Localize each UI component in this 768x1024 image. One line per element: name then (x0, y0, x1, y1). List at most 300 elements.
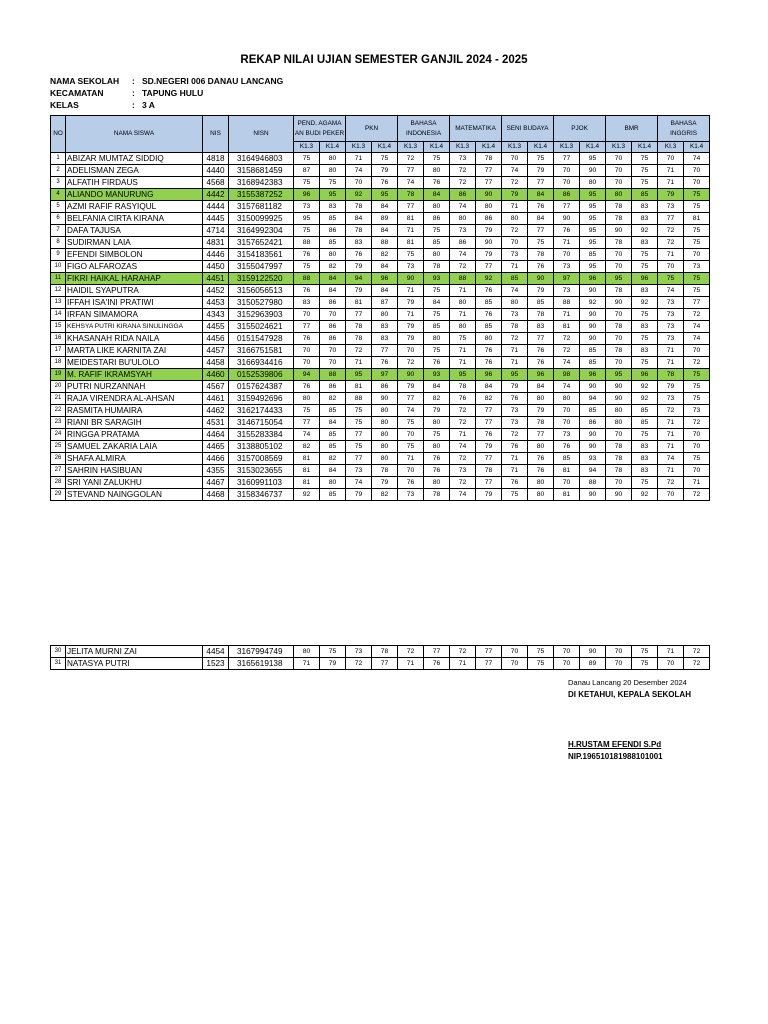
score-cell: 75 (632, 152, 658, 164)
score-cell: 85 (580, 344, 606, 356)
score-cell: 75 (294, 404, 320, 416)
score-cell: 75 (632, 646, 658, 658)
score-cell: 73 (398, 260, 424, 272)
score-cell: 72 (684, 488, 710, 500)
score-cell: 77 (476, 260, 502, 272)
score-cell: 83 (528, 320, 554, 332)
score-cell: 75 (632, 248, 658, 260)
score-cell: 74 (450, 440, 476, 452)
score-cell: 70 (606, 248, 632, 260)
score-cell: 75 (684, 236, 710, 248)
student-name: RIANI BR SARAGIH (66, 416, 203, 428)
score-cell: 70 (554, 176, 580, 188)
student-nis: 4452 (203, 284, 229, 296)
score-cell: 72 (450, 164, 476, 176)
score-cell: 75 (424, 308, 450, 320)
header-sub: K1.3 (398, 142, 424, 153)
score-cell: 74 (684, 332, 710, 344)
score-cell: 70 (554, 476, 580, 488)
score-cell: 75 (684, 272, 710, 284)
score-cell: 70 (684, 428, 710, 440)
score-cell: 79 (476, 488, 502, 500)
score-cell: 72 (658, 236, 684, 248)
score-cell: 72 (346, 344, 372, 356)
score-cell: 76 (502, 392, 528, 404)
header-sub: K1.4 (372, 142, 398, 153)
score-cell: 75 (684, 224, 710, 236)
score-cell: 83 (632, 284, 658, 296)
table-row (51, 320, 710, 332)
score-cell: 76 (346, 248, 372, 260)
score-cell: 72 (502, 176, 528, 188)
student-name: BELFANIA CIRTA KIRANA (66, 212, 203, 224)
student-nis: 4343 (203, 308, 229, 320)
student-nis: 1523 (203, 658, 229, 670)
score-cell: 80 (450, 212, 476, 224)
score-cell: 83 (632, 200, 658, 212)
score-cell: 76 (502, 440, 528, 452)
student-nisn: 3155024621 (229, 320, 294, 332)
info-value: SD.NEGERI 006 DANAU LANCANG (142, 76, 284, 86)
score-cell: 95 (580, 212, 606, 224)
student-nisn: 3159122520 (229, 272, 294, 284)
score-cell: 79 (476, 224, 502, 236)
score-cell: 71 (658, 416, 684, 428)
score-cell: 86 (450, 188, 476, 200)
score-cell: 71 (684, 476, 710, 488)
info-label: KELAS (50, 100, 79, 110)
acknowledged-label: DI KETAHUI, KEPALA SEKOLAH (568, 690, 691, 699)
student-nis: 4568 (203, 176, 229, 188)
student-nis: 4818 (203, 152, 229, 164)
score-cell: 73 (346, 646, 372, 658)
score-cell: 86 (580, 416, 606, 428)
score-cell: 90 (554, 212, 580, 224)
score-cell: 80 (372, 428, 398, 440)
score-cell: 93 (580, 452, 606, 464)
student-name: EFENDI SIMBOLON (66, 248, 203, 260)
score-cell: 70 (606, 164, 632, 176)
student-nisn: 3146715054 (229, 416, 294, 428)
score-cell: 88 (372, 236, 398, 248)
score-cell: 75 (684, 368, 710, 380)
student-nisn: 0152539806 (229, 368, 294, 380)
score-cell: 86 (320, 380, 346, 392)
score-cell: 79 (398, 320, 424, 332)
table-row (51, 356, 710, 368)
score-cell: 95 (372, 188, 398, 200)
row-no: 31 (51, 658, 66, 670)
score-cell: 80 (372, 404, 398, 416)
score-cell: 70 (320, 308, 346, 320)
score-cell: 76 (476, 344, 502, 356)
info-value: 3 A (142, 100, 155, 110)
score-cell: 77 (398, 200, 424, 212)
score-cell: 82 (294, 440, 320, 452)
score-cell: 74 (398, 404, 424, 416)
score-cell: 79 (476, 440, 502, 452)
row-no: 28 (51, 476, 66, 488)
score-cell: 88 (294, 236, 320, 248)
score-cell: 70 (294, 356, 320, 368)
score-cell: 90 (372, 392, 398, 404)
score-cell: 72 (658, 224, 684, 236)
score-cell: 76 (294, 248, 320, 260)
student-name: FIKRI HAIKAL HARAHAP (66, 272, 203, 284)
score-cell: 86 (450, 236, 476, 248)
table-row (51, 188, 710, 200)
score-cell: 70 (658, 658, 684, 670)
score-cell: 85 (320, 212, 346, 224)
student-nisn: 3166934416 (229, 356, 294, 368)
score-cell: 79 (528, 404, 554, 416)
score-cell: 78 (346, 200, 372, 212)
score-cell: 82 (372, 248, 398, 260)
score-cell: 84 (424, 296, 450, 308)
score-cell: 73 (502, 248, 528, 260)
score-cell: 80 (424, 200, 450, 212)
score-cell: 76 (294, 380, 320, 392)
score-cell: 83 (346, 236, 372, 248)
score-cell: 79 (528, 284, 554, 296)
score-cell: 76 (528, 452, 554, 464)
score-cell: 90 (606, 380, 632, 392)
score-cell: 71 (450, 308, 476, 320)
student-nisn: 3153023655 (229, 464, 294, 476)
score-cell: 75 (294, 224, 320, 236)
score-cell: 71 (658, 428, 684, 440)
score-cell: 72 (658, 476, 684, 488)
score-cell: 84 (320, 464, 346, 476)
student-nis: 4446 (203, 248, 229, 260)
header-name: NAMA SISWA (66, 116, 203, 153)
principal-nip: NIP.196510181988101001 (568, 752, 663, 761)
score-cell: 71 (450, 356, 476, 368)
score-cell: 76 (398, 476, 424, 488)
score-cell: 87 (372, 296, 398, 308)
student-name: ADELISMAN ZEGA (66, 164, 203, 176)
score-cell: 78 (346, 320, 372, 332)
table-row (51, 248, 710, 260)
score-cell: 75 (684, 284, 710, 296)
score-cell: 92 (294, 488, 320, 500)
score-cell: 90 (580, 488, 606, 500)
score-cell: 80 (502, 296, 528, 308)
score-cell: 83 (294, 296, 320, 308)
score-cell: 75 (684, 452, 710, 464)
score-cell: 73 (658, 392, 684, 404)
student-name: RASMITA HUMAIRA (66, 404, 203, 416)
student-nis: 4445 (203, 212, 229, 224)
score-cell: 88 (554, 296, 580, 308)
score-cell: 79 (528, 164, 554, 176)
table-row (51, 176, 710, 188)
student-nis: 4451 (203, 272, 229, 284)
score-cell: 75 (424, 152, 450, 164)
score-cell: 75 (684, 392, 710, 404)
score-cell: 90 (580, 646, 606, 658)
score-cell: 75 (528, 658, 554, 670)
score-cell: 80 (450, 296, 476, 308)
score-cell: 85 (580, 356, 606, 368)
score-cell: 79 (658, 188, 684, 200)
student-nisn: 3165619138 (229, 658, 294, 670)
score-cell: 83 (632, 212, 658, 224)
table-row (51, 368, 710, 380)
score-cell: 70 (502, 236, 528, 248)
score-cell: 75 (320, 646, 346, 658)
student-nis: 4462 (203, 404, 229, 416)
row-no: 23 (51, 416, 66, 428)
score-cell: 90 (580, 320, 606, 332)
info-label: NAMA SEKOLAH (50, 76, 120, 86)
score-cell: 73 (554, 284, 580, 296)
score-cell: 80 (372, 440, 398, 452)
header-sub: K1.4 (684, 142, 710, 153)
student-nisn: 3156056513 (229, 284, 294, 296)
score-cell: 89 (580, 658, 606, 670)
student-name: SHAFA ALMIRA (66, 452, 203, 464)
score-cell: 79 (476, 248, 502, 260)
score-cell: 74 (502, 284, 528, 296)
score-cell: 85 (554, 452, 580, 464)
student-nisn: 3158681459 (229, 164, 294, 176)
score-cell: 80 (606, 404, 632, 416)
score-cell: 80 (554, 392, 580, 404)
student-name: NATASYA PUTRI (66, 658, 203, 670)
score-cell: 78 (658, 368, 684, 380)
score-cell: 80 (424, 416, 450, 428)
student-nis: 4460 (203, 368, 229, 380)
score-cell: 80 (528, 440, 554, 452)
score-cell: 76 (554, 440, 580, 452)
score-cell: 76 (502, 476, 528, 488)
score-cell: 92 (476, 272, 502, 284)
score-cell: 84 (320, 416, 346, 428)
score-cell: 76 (424, 464, 450, 476)
score-cell: 73 (658, 308, 684, 320)
score-cell: 75 (632, 332, 658, 344)
score-cell: 79 (424, 404, 450, 416)
score-cell: 77 (528, 332, 554, 344)
row-no: 16 (51, 332, 66, 344)
student-nis: 4454 (203, 646, 229, 658)
score-cell: 92 (632, 380, 658, 392)
score-cell: 76 (476, 428, 502, 440)
score-cell: 72 (398, 646, 424, 658)
header-nisn: NISN (229, 116, 294, 153)
student-name: IRFAN SIMAMORA (66, 308, 203, 320)
row-no: 20 (51, 380, 66, 392)
score-cell: 72 (450, 452, 476, 464)
score-cell: 72 (684, 308, 710, 320)
score-cell: 78 (424, 260, 450, 272)
score-cell: 71 (398, 284, 424, 296)
score-cell: 75 (528, 236, 554, 248)
score-cell: 83 (632, 320, 658, 332)
score-cell: 74 (346, 476, 372, 488)
score-cell: 74 (450, 248, 476, 260)
score-cell: 78 (528, 416, 554, 428)
score-cell: 75 (632, 658, 658, 670)
score-cell: 95 (450, 368, 476, 380)
score-cell: 77 (528, 176, 554, 188)
score-cell: 82 (424, 392, 450, 404)
student-nis: 4442 (203, 188, 229, 200)
score-cell: 82 (372, 488, 398, 500)
score-cell: 86 (320, 332, 346, 344)
score-cell: 75 (632, 308, 658, 320)
score-cell: 82 (320, 260, 346, 272)
score-cell: 77 (398, 164, 424, 176)
score-cell: 90 (580, 428, 606, 440)
score-cell: 77 (476, 476, 502, 488)
header-sub: K1.3 (502, 142, 528, 153)
score-cell: 71 (398, 224, 424, 236)
table-row (51, 260, 710, 272)
score-cell: 85 (502, 272, 528, 284)
student-nisn: 3157652421 (229, 236, 294, 248)
score-cell: 95 (580, 260, 606, 272)
row-no: 26 (51, 452, 66, 464)
student-name: STEVAND NAINGGOLAN (66, 488, 203, 500)
student-name: M. RAFIF IKRAMSYAH (66, 368, 203, 380)
score-cell: 81 (398, 212, 424, 224)
score-cell: 71 (450, 284, 476, 296)
score-cell: 92 (632, 488, 658, 500)
student-nis: 4567 (203, 380, 229, 392)
header-sub: K1.3 (450, 142, 476, 153)
table-row (51, 284, 710, 296)
score-cell: 85 (320, 236, 346, 248)
score-cell: 90 (398, 272, 424, 284)
student-nis: 4464 (203, 428, 229, 440)
row-no: 14 (51, 308, 66, 320)
student-nis: 4456 (203, 332, 229, 344)
student-nis: 4457 (203, 344, 229, 356)
score-cell: 75 (346, 440, 372, 452)
score-cell: 82 (476, 392, 502, 404)
student-name: KEHSYA PUTRI KIRANA SINULINGGA (66, 320, 203, 332)
student-name: MARTA LIKE KARNITA ZAI (66, 344, 203, 356)
score-cell: 72 (502, 428, 528, 440)
score-cell: 85 (632, 416, 658, 428)
row-no: 8 (51, 236, 66, 248)
score-cell: 97 (554, 272, 580, 284)
student-nis: 4444 (203, 200, 229, 212)
score-cell: 70 (606, 356, 632, 368)
score-cell: 70 (658, 260, 684, 272)
score-cell: 72 (450, 404, 476, 416)
student-nis: 4468 (203, 488, 229, 500)
score-cell: 70 (684, 440, 710, 452)
score-cell: 75 (450, 332, 476, 344)
report-title: REKAP NILAI UJIAN SEMESTER GANJIL 2024 - 2025 (240, 54, 528, 66)
score-cell: 90 (528, 272, 554, 284)
table-row (51, 236, 710, 248)
student-nisn: 3168942383 (229, 176, 294, 188)
score-cell: 88 (320, 368, 346, 380)
score-cell: 76 (528, 464, 554, 476)
score-cell: 71 (450, 658, 476, 670)
score-cell: 76 (450, 392, 476, 404)
score-cell: 73 (658, 332, 684, 344)
score-cell: 86 (372, 380, 398, 392)
student-nisn: 3164992304 (229, 224, 294, 236)
score-cell: 73 (658, 320, 684, 332)
score-cell: 80 (294, 646, 320, 658)
score-cell: 92 (346, 188, 372, 200)
score-cell: 71 (450, 428, 476, 440)
score-cell: 85 (476, 296, 502, 308)
score-cell: 79 (398, 332, 424, 344)
score-cell: 75 (632, 260, 658, 272)
score-cell: 95 (606, 272, 632, 284)
row-no: 27 (51, 464, 66, 476)
score-cell: 70 (606, 332, 632, 344)
score-cell: 71 (398, 308, 424, 320)
student-nis: 4455 (203, 320, 229, 332)
table-row (51, 308, 710, 320)
score-cell: 95 (580, 188, 606, 200)
student-nis: 4440 (203, 164, 229, 176)
score-cell: 71 (294, 658, 320, 670)
score-cell: 76 (528, 260, 554, 272)
table-row (51, 658, 710, 670)
score-cell: 83 (632, 452, 658, 464)
score-cell: 73 (684, 404, 710, 416)
score-cell: 78 (476, 464, 502, 476)
student-name: AZMI RAFIF RASYIQUL (66, 200, 203, 212)
score-cell: 95 (320, 188, 346, 200)
score-cell: 80 (320, 152, 346, 164)
score-cell: 96 (372, 272, 398, 284)
score-cell: 81 (554, 488, 580, 500)
score-cell: 72 (502, 332, 528, 344)
score-cell: 74 (450, 488, 476, 500)
student-name: ALFATIH FIRDAUS (66, 176, 203, 188)
score-cell: 85 (476, 320, 502, 332)
student-name: JELITA MURNI ZAI (66, 646, 203, 658)
header-subject: PEND. AGAMA AN BUDI PEKER (294, 116, 346, 142)
table-row (51, 464, 710, 476)
score-cell: 80 (372, 416, 398, 428)
student-nisn: 3152963903 (229, 308, 294, 320)
header-subject: PJOK (554, 116, 606, 142)
score-cell: 83 (632, 236, 658, 248)
row-no: 5 (51, 200, 66, 212)
score-cell: 75 (528, 646, 554, 658)
score-cell: 77 (346, 428, 372, 440)
score-cell: 70 (658, 488, 684, 500)
score-cell: 95 (606, 368, 632, 380)
score-cell: 78 (606, 464, 632, 476)
score-cell: 76 (424, 658, 450, 670)
student-name: FIGO ALFAROZAS (66, 260, 203, 272)
row-no: 19 (51, 368, 66, 380)
score-cell: 78 (372, 464, 398, 476)
score-cell: 90 (606, 296, 632, 308)
score-cell: 73 (294, 200, 320, 212)
score-cell: 70 (554, 416, 580, 428)
score-cell: 73 (502, 416, 528, 428)
student-name: IFFAH ISA'INI PRATIWI (66, 296, 203, 308)
header-sub: K1.4 (580, 142, 606, 153)
score-cell: 78 (606, 320, 632, 332)
row-no: 25 (51, 440, 66, 452)
score-cell: 84 (528, 188, 554, 200)
place-date: Danau Lancang 20 Desember 2024 (568, 678, 687, 687)
